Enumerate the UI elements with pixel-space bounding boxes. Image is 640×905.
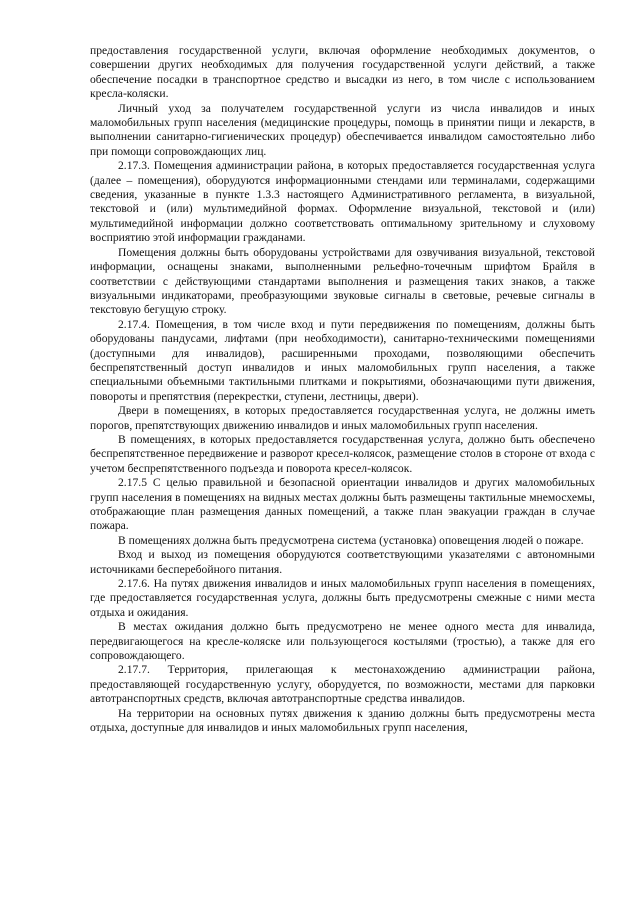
paragraph-personal-care: Личный уход за получателем государственной услуги из числа инвалидов и иных маломобильных групп населения (медицинские процедуры, помощь в принятии пищи и лекарств, в выполнении санитарно-гигиенических процедур) обеспечивается инвалидом самостоятельно либо при помощи сопровождающих лиц. bbox=[90, 101, 595, 158]
paragraph-territory: На территории на основных путях движения к зданию должны быть предусмотрены места отдыха, доступные для инвалидов и иных маломобильных групп населения, bbox=[90, 706, 595, 735]
paragraph-2-17-5: 2.17.5 С целью правильной и безопасной ориентации инвалидов и других маломобильных групп населения в помещениях на видных местах должны быть размещены тактильные мнемосхемы, отображающие план размещения данных помещений, а также план эвакуации граждан в случае пожара. bbox=[90, 476, 595, 533]
paragraph-entrance-exit: Вход и выход из помещения оборудуются соответствующими указателями с автономными источниками бесперебойного питания. bbox=[90, 548, 595, 576]
paragraph-sound-equipment: Помещения должны быть оборудованы устройствами для озвучивания визуальной, текстовой информации, оснащены знаками, выполненными рельефно-точечным шрифтом Брайля в соответствии с действующими стандартами выполнения и размещения таких знаков, а также визуальными индикаторами, преобразующими звуковые сигналы в световые, речевые сигналы в текстовую бегущую строку. bbox=[90, 245, 595, 317]
paragraph-wheelchair-movement: В помещениях, в которых предоставляется государственная услуга, должно быть обеспечено беспрепятственное передвижение и разворот кресел-колясок, размещение столов в стороне от входа с учетом беспрепятственного подъезда и поворота кресел-колясок. bbox=[90, 432, 595, 475]
paragraph-doors: Двери в помещениях, в которых предоставляется государственная услуга, не должны иметь порогов, препятствующих движению инвалидов и иных маломобильных групп населения. bbox=[90, 404, 595, 432]
paragraph-2-17-7: 2.17.7. Территория, прилегающая к местонахождению администрации района, предоставляющей государственную услугу, оборудуется, по возможности, местами для парковки автотранспортных средств, включая автотранспортные средства инвалидов. bbox=[90, 663, 595, 706]
paragraph-2-17-6: 2.17.6. На путях движения инвалидов и иных маломобильных групп населения в помещениях, где предоставляется государственная услуга, должны быть предусмотрены смежные с ними места отдыха и ожидания. bbox=[90, 577, 595, 619]
paragraph-2-17-3: 2.17.3. Помещения администрации района, в которых предоставляется государственная услуга (далее – помещения), оборудуются информационными стендами или терминалами, содержащими сведения, указанные в пункте 1.3.3 настоящего Административного регламента, в визуальной, текстовой и (или) мультимедийной формах. Оформление визуальной, текстовой и (или) мультимедийной информации должно соответствовать оптимальному зрительному и слуховому восприятию этой информации гражданами. bbox=[90, 159, 595, 245]
paragraph-2-17-4: 2.17.4. Помещения, в том числе вход и пути передвижения по помещениям, должны быть оборудованы пандусами, лифтами (при необходимости), санитарно-техническими помещениями (доступными для инвалидов), расширенными проходами, позволяющими обеспечить беспрепятственный доступ инвалидов и иных маломобильных групп населения, а также специальными объемными тактильными плитками и покрытиями, обозначающими пути движения, повороты и препятствия (перекрестки, ступени, лестницы, двери). bbox=[90, 317, 595, 403]
paragraph-fire-alarm: В помещениях должна быть предусмотрена система (установка) оповещения людей о пожаре. bbox=[118, 533, 584, 547]
paragraph-continuation: предоставления государственной услуги, включая оформление необходимых документов, о совершении других необходимых для получения государственной услуги действий, а также обеспечение посадки в транспортное средство и высадки из него, в том числе с использованием кресла-коляски. bbox=[90, 44, 595, 101]
document-page bbox=[90, 44, 595, 736]
paragraph-waiting-places: В местах ожидания должно быть предусмотрено не менее одного места для инвалида, передвигающегося на кресле-коляске или пользующегося костылями (тростью), а также для его сопровождающего. bbox=[90, 620, 595, 663]
